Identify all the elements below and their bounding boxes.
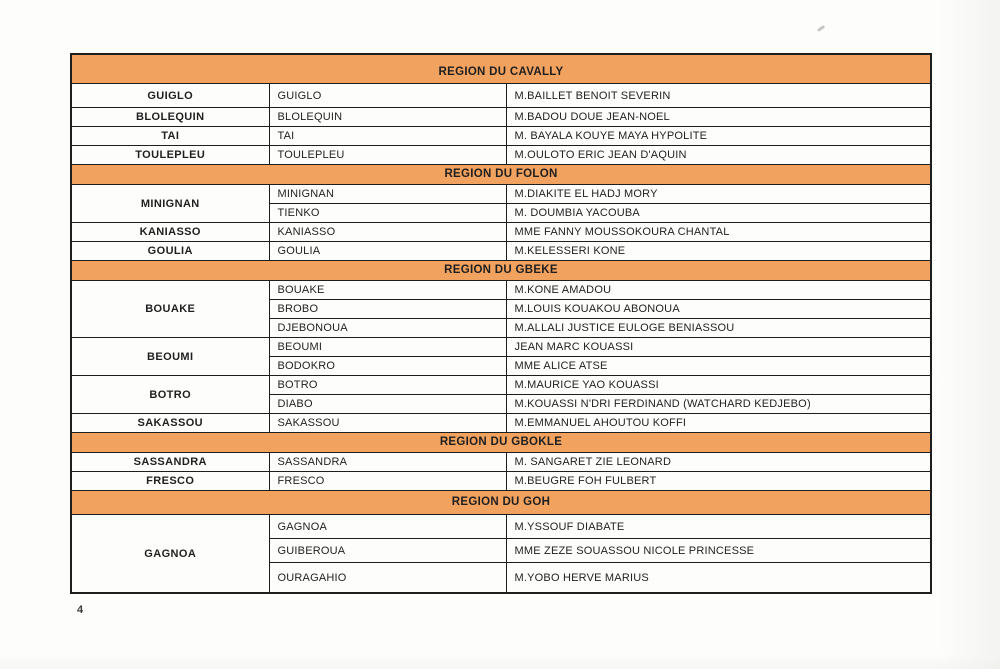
locality-cell: GAGNOA: [269, 515, 506, 539]
department-cell: SASSANDRA: [71, 453, 269, 472]
scan-artifact: [817, 25, 825, 32]
prefect-name-cell: M.KELESSERI KONE: [506, 242, 931, 261]
prefect-name-cell: JEAN MARC KOUASSI: [506, 338, 931, 357]
locality-cell: BODOKRO: [269, 357, 506, 376]
table-row: [71, 472, 931, 491]
locality-cell: BOUAKE: [269, 281, 506, 300]
prefect-name-cell: M.KOUASSI N'DRI FERDINAND (WATCHARD KEDJEBO): [506, 395, 931, 414]
region-section-header: REGION DU GBOKLE: [71, 433, 931, 453]
page-number: 4: [77, 604, 84, 616]
department-cell: MINIGNAN: [71, 185, 269, 223]
prefect-name-cell: M.MAURICE YAO KOUASSI: [506, 376, 931, 395]
locality-cell: BOTRO: [269, 376, 506, 395]
prefect-name-cell: M.YSSOUF DIABATE: [506, 515, 931, 539]
department-cell: SAKASSOU: [71, 414, 269, 433]
table-row: [71, 414, 931, 433]
prefect-name-cell: MME ZEZE SOUASSOU NICOLE PRINCESSE: [506, 539, 931, 563]
department-cell: BEOUMI: [71, 338, 269, 376]
locality-cell: SAKASSOU: [269, 414, 506, 433]
section-row: [71, 165, 931, 185]
department-cell: TOULEPLEU: [71, 146, 269, 165]
department-cell: KANIASSO: [71, 223, 269, 242]
section-row: [71, 54, 931, 84]
prefect-name-cell: M.ALLALI JUSTICE EULOGE BENIASSOU: [506, 319, 931, 338]
section-row: [71, 491, 931, 515]
region-section-header: REGION DU GOH: [71, 491, 931, 515]
locality-cell: DJEBONOUA: [269, 319, 506, 338]
department-cell: BOTRO: [71, 376, 269, 414]
department-cell: BLOLEQUIN: [71, 108, 269, 127]
table-row: [71, 376, 931, 395]
department-cell: GUIGLO: [71, 84, 269, 108]
table-row: [71, 223, 931, 242]
locality-cell: TOULEPLEU: [269, 146, 506, 165]
region-section-header: REGION DU GBEKE: [71, 261, 931, 281]
department-cell: FRESCO: [71, 472, 269, 491]
department-cell: GOULIA: [71, 242, 269, 261]
locality-cell: SASSANDRA: [269, 453, 506, 472]
table-row: [71, 146, 931, 165]
locality-cell: OURAGAHIO: [269, 563, 506, 594]
prefect-name-cell: M.BAILLET BENOIT SEVERIN: [506, 84, 931, 108]
locality-cell: DIABO: [269, 395, 506, 414]
prefects-by-region-table: [70, 53, 932, 594]
prefect-name-cell: M.KONE AMADOU: [506, 281, 931, 300]
locality-cell: TIENKO: [269, 204, 506, 223]
department-cell: GAGNOA: [71, 515, 269, 594]
prefect-name-cell: M. BAYALA KOUYE MAYA HYPOLITE: [506, 127, 931, 146]
prefect-name-cell: M. DOUMBIA YACOUBA: [506, 204, 931, 223]
table-row: [71, 338, 931, 357]
locality-cell: KANIASSO: [269, 223, 506, 242]
table-row: [71, 127, 931, 146]
section-row: [71, 433, 931, 453]
prefect-name-cell: MME ALICE ATSE: [506, 357, 931, 376]
prefect-name-cell: M. SANGARET ZIE LEONARD: [506, 453, 931, 472]
locality-cell: GOULIA: [269, 242, 506, 261]
region-section-header: REGION DU CAVALLY: [71, 54, 931, 84]
prefect-name-cell: M.OULOTO ERIC JEAN D'AQUIN: [506, 146, 931, 165]
department-cell: BOUAKE: [71, 281, 269, 338]
table-row: [71, 453, 931, 472]
table-row: [71, 108, 931, 127]
prefect-name-cell: MME FANNY MOUSSOKOURA CHANTAL: [506, 223, 931, 242]
prefect-name-cell: M.BADOU DOUE JEAN-NOEL: [506, 108, 931, 127]
prefect-name-cell: M.BEUGRE FOH FULBERT: [506, 472, 931, 491]
locality-cell: BEOUMI: [269, 338, 506, 357]
table-row: [71, 281, 931, 300]
table-row: [71, 515, 931, 539]
section-row: [71, 261, 931, 281]
locality-cell: MINIGNAN: [269, 185, 506, 204]
table-row: [71, 84, 931, 108]
region-section-header: REGION DU FOLON: [71, 165, 931, 185]
table-row: [71, 185, 931, 204]
table-body: [71, 54, 931, 593]
prefect-name-cell: M.LOUIS KOUAKOU ABONOUA: [506, 300, 931, 319]
locality-cell: FRESCO: [269, 472, 506, 491]
locality-cell: GUIBEROUA: [269, 539, 506, 563]
table-row: [71, 242, 931, 261]
locality-cell: TAI: [269, 127, 506, 146]
locality-cell: GUIGLO: [269, 84, 506, 108]
scan-edge-shading-bottom: [0, 655, 1000, 669]
scan-edge-shading-right: [940, 0, 1000, 669]
prefect-name-cell: M.DIAKITE EL HADJ MORY: [506, 185, 931, 204]
prefect-name-cell: M.EMMANUEL AHOUTOU KOFFI: [506, 414, 931, 433]
department-cell: TAI: [71, 127, 269, 146]
locality-cell: BROBO: [269, 300, 506, 319]
prefect-name-cell: M.YOBO HERVE MARIUS: [506, 563, 931, 594]
locality-cell: BLOLEQUIN: [269, 108, 506, 127]
